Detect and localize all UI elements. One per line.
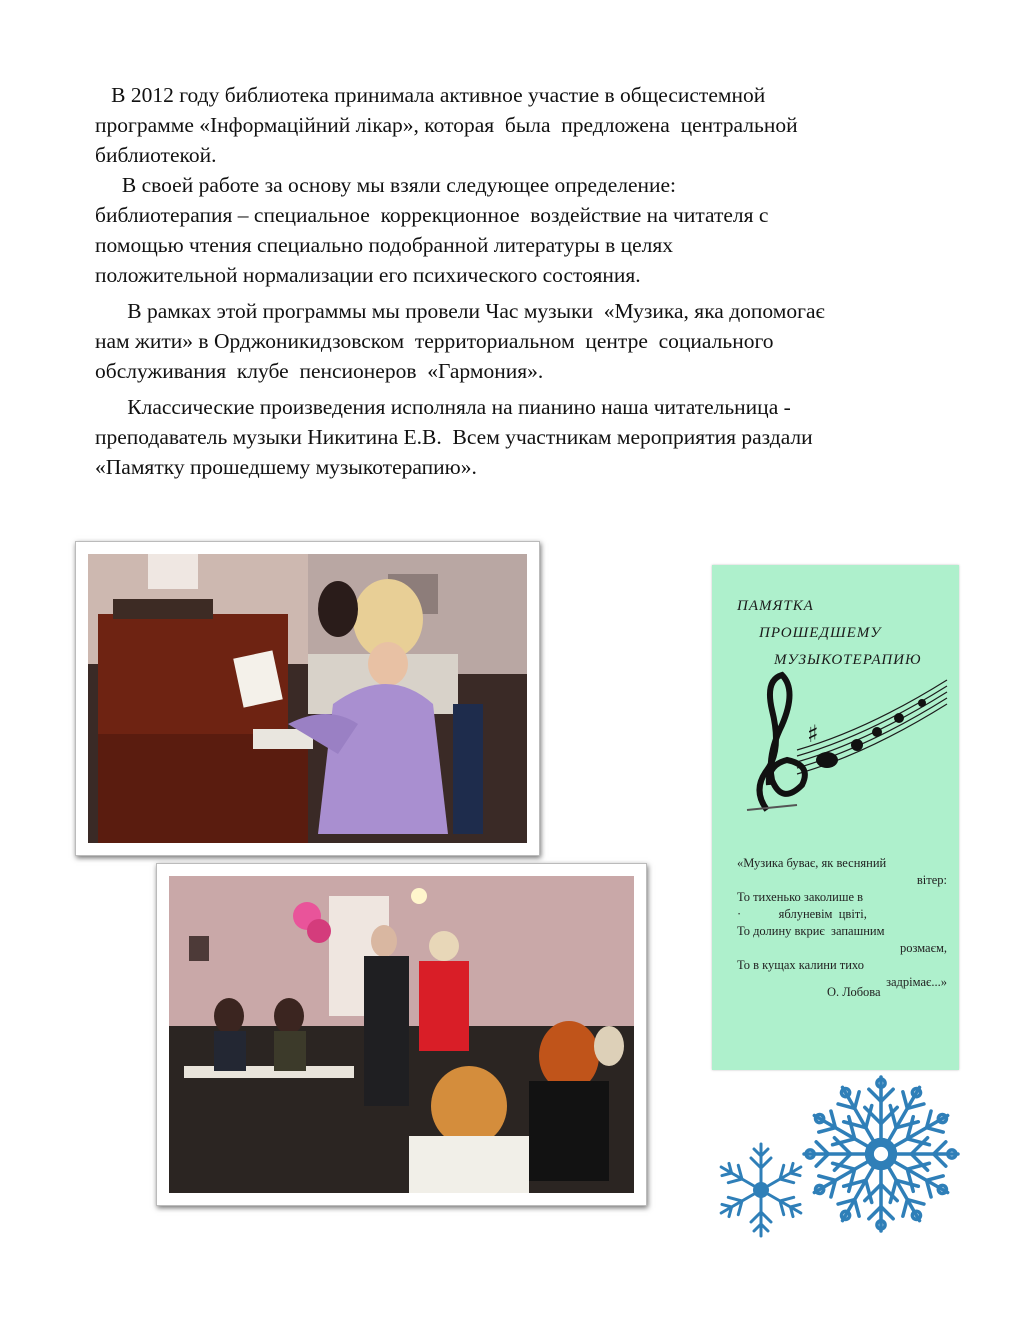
text-line: положительной нормализации его психического состояния. [95, 263, 641, 287]
text-line: В своей работе за основу мы взяли следующее определение: [95, 173, 677, 197]
leaflet-title-line: ПРОШЕДШЕМУ [759, 625, 882, 641]
svg-text:♯: ♯ [807, 720, 819, 748]
poem-line: · яблуневім цвіті, [737, 907, 867, 921]
text-line: «Памятку прошедшему музыкотерапию». [95, 455, 477, 479]
text-line: Классические произведения исполняла на пианино наша читательница - [95, 395, 791, 419]
text-line: обслуживания клубе пенсионеров «Гармония». [95, 359, 544, 383]
text-line: В рамках этой программы мы провели Час музыки «Музика, яка допомогає [95, 299, 825, 323]
poem-line: розмаєм, [899, 941, 947, 955]
leaflet-title-line: МУЗЫКОТЕРАПИЮ [774, 652, 922, 668]
piano-performance-photo [75, 541, 540, 856]
text-line: библиотерапия – специальное коррекционное воздействие на читателя с [95, 203, 769, 227]
poem-line: То тихенько заколише в [737, 890, 864, 904]
text-line: нам жити» в Орджоникидзовском территориальном центре социального [95, 329, 774, 353]
poem-author: О. Лобова [827, 985, 881, 999]
dancing-event-photo [156, 863, 647, 1206]
poem-line: То долину вкриє запашним [737, 924, 885, 938]
treble-clef-icon [727, 670, 952, 820]
snowflake-icon [800, 1073, 962, 1235]
paragraph-4 [95, 392, 965, 482]
paragraph-1 [95, 80, 965, 170]
music-therapy-leaflet [712, 565, 959, 1070]
leaflet-title-line: ПАМЯТКА [737, 598, 814, 614]
snowflake-icon [711, 1140, 811, 1240]
article-text [95, 80, 965, 482]
poem-line: задрімає...» [886, 975, 947, 989]
text-line: программе «Інформаційний лікар», которая была предложена центральной [95, 113, 798, 137]
text-line: преподаватель музыки Никитина Е.В. Всем участникам мероприятия раздали [95, 425, 813, 449]
piano-scene-image [88, 554, 527, 843]
poem-text [737, 855, 947, 991]
dancing-scene-image [169, 876, 634, 1193]
poem-line: «Музика буває, як весняний [737, 856, 887, 870]
text-line: библиотекой. [95, 143, 217, 167]
text-line: помощью чтения специально подобранной литературы в целях [95, 233, 674, 257]
paragraph-3 [95, 296, 965, 386]
poem-line: То в кущах калини тихо [737, 958, 864, 972]
poem-line: вітер: [916, 873, 947, 887]
text-line: В 2012 году библиотека принимала активное участие в общесистемной [95, 83, 766, 107]
paragraph-2 [95, 170, 965, 290]
